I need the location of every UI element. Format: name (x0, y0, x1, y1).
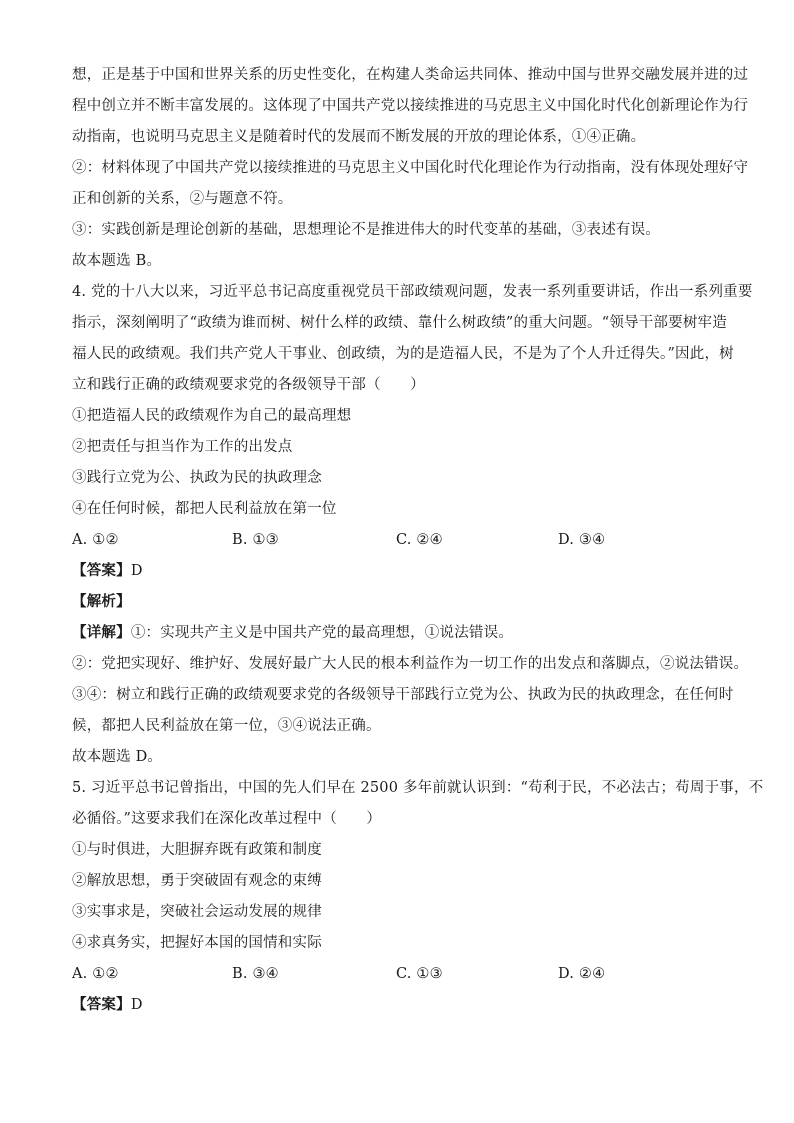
question-4-item: ①把造福人民的政绩观作为自己的最高理想 (72, 408, 352, 424)
detail-label: 【详解】 (72, 625, 131, 641)
question-4-options (72, 525, 722, 556)
paragraph-line: ②：材料体现了中国共产党以接续推进的马克思主义中国化时代化理论作为行动指南，没有体现处理好守 (72, 160, 749, 176)
question-4-detail (72, 618, 722, 649)
option-a: A. ①② (72, 966, 119, 982)
question-5-options (72, 959, 722, 990)
question-4-stem: 福人民的政绩观。我们共产党人干事业、创政绩，为的是造福人民，不是为了个人升迁得失。”因此，树 (72, 346, 734, 362)
paragraph-line: 程中创立并不断丰富发展的。这体现了中国共产党以接续推进的马克思主义中国化时代化创新理论作为行 (72, 98, 749, 114)
document-page (72, 60, 764, 1021)
question-4-item: ②把责任与担当作为工作的出发点 (72, 439, 293, 455)
question-5-item: ①与时俱进，大胆摒弃既有政策和制度 (72, 842, 322, 858)
option-c: C. ①③ (396, 966, 443, 982)
paragraph-line: 正和创新的关系，②与题意不符。 (72, 191, 293, 207)
paragraph-line: 想，正是基于中国和世界关系的历史性变化，在构建人类命运共同体、推动中国与世界交融发展并进的过 (72, 67, 749, 83)
question-4-item: ③践行立党为公、执政为民的执政理念 (72, 470, 322, 486)
paragraph-line: ③④：树立和践行正确的政绩观要求党的各级领导干部践行立党为公、执政为民的执政理念，在任何时 (72, 687, 734, 703)
paragraph-line: 动指南，也说明马克思主义是随着时代的发展而不断发展的开放的理论体系，①④正确。 (72, 129, 646, 145)
paragraph-line: ②：党把实现好、维护好、发展好最广大人民的根本利益作为一切工作的出发点和落脚点，②说法错误。 (72, 656, 749, 672)
question-4-item: ④在任何时候，都把人民利益放在第一位 (72, 501, 337, 517)
question-5-answer (72, 990, 722, 1021)
paragraph-line: ③：实践创新是理论创新的基础，思想理论不是推进伟大的时代变革的基础，③表述有误。 (72, 222, 660, 238)
option-c: C. ②④ (396, 532, 443, 548)
paragraph-line: 候，都把人民利益放在第一位，③④说法正确。 (72, 718, 381, 734)
question-4-stem: 4. 党的十八大以来，习近平总书记高度重视党员干部政绩观问题，发表一系列重要讲话，作出一系列重要 (72, 284, 753, 300)
conclusion-line: 故本题选 B。 (72, 253, 162, 269)
analysis-label: 【解析】 (72, 594, 131, 610)
answer-value: D (130, 563, 143, 579)
question-4-analysis (72, 587, 722, 618)
answer-label: 【答案】 (72, 997, 131, 1013)
detail-text: ①：实现共产主义是中国共产党的最高理想，①说法错误。 (130, 625, 514, 641)
question-4-answer (72, 556, 722, 587)
question-5-stem: 必循俗。”这要求我们在深化改革过程中（ ） (72, 811, 382, 827)
question-5-stem: 5. 习近平总书记曾指出，中国的先人们早在 2500 多年前就认识到：“苟利于民，不必法古；苟周于事，不 (72, 780, 764, 796)
option-b: B. ①③ (232, 532, 279, 548)
question-4-stem: 立和践行正确的政绩观要求党的各级领导干部（ ） (72, 377, 425, 393)
question-4-stem: 指示，深刻阐明了“政绩为谁而树、树什么样的政绩、靠什么树政绩”的重大问题。“领导干部要树牢造 (72, 315, 727, 331)
question-5-item: ④求真务实，把握好本国的国情和实际 (72, 935, 322, 951)
answer-label: 【答案】 (72, 563, 131, 579)
question-5-item: ③实事求是，突破社会运动发展的规律 (72, 904, 322, 920)
question-5-item: ②解放思想，勇于突破固有观念的束缚 (72, 873, 322, 889)
answer-value: D (130, 997, 143, 1013)
conclusion-line: 故本题选 D。 (72, 749, 163, 765)
option-a: A. ①② (72, 532, 119, 548)
option-d: D. ②④ (558, 966, 606, 982)
option-b: B. ③④ (232, 966, 279, 982)
option-d: D. ③④ (558, 532, 606, 548)
